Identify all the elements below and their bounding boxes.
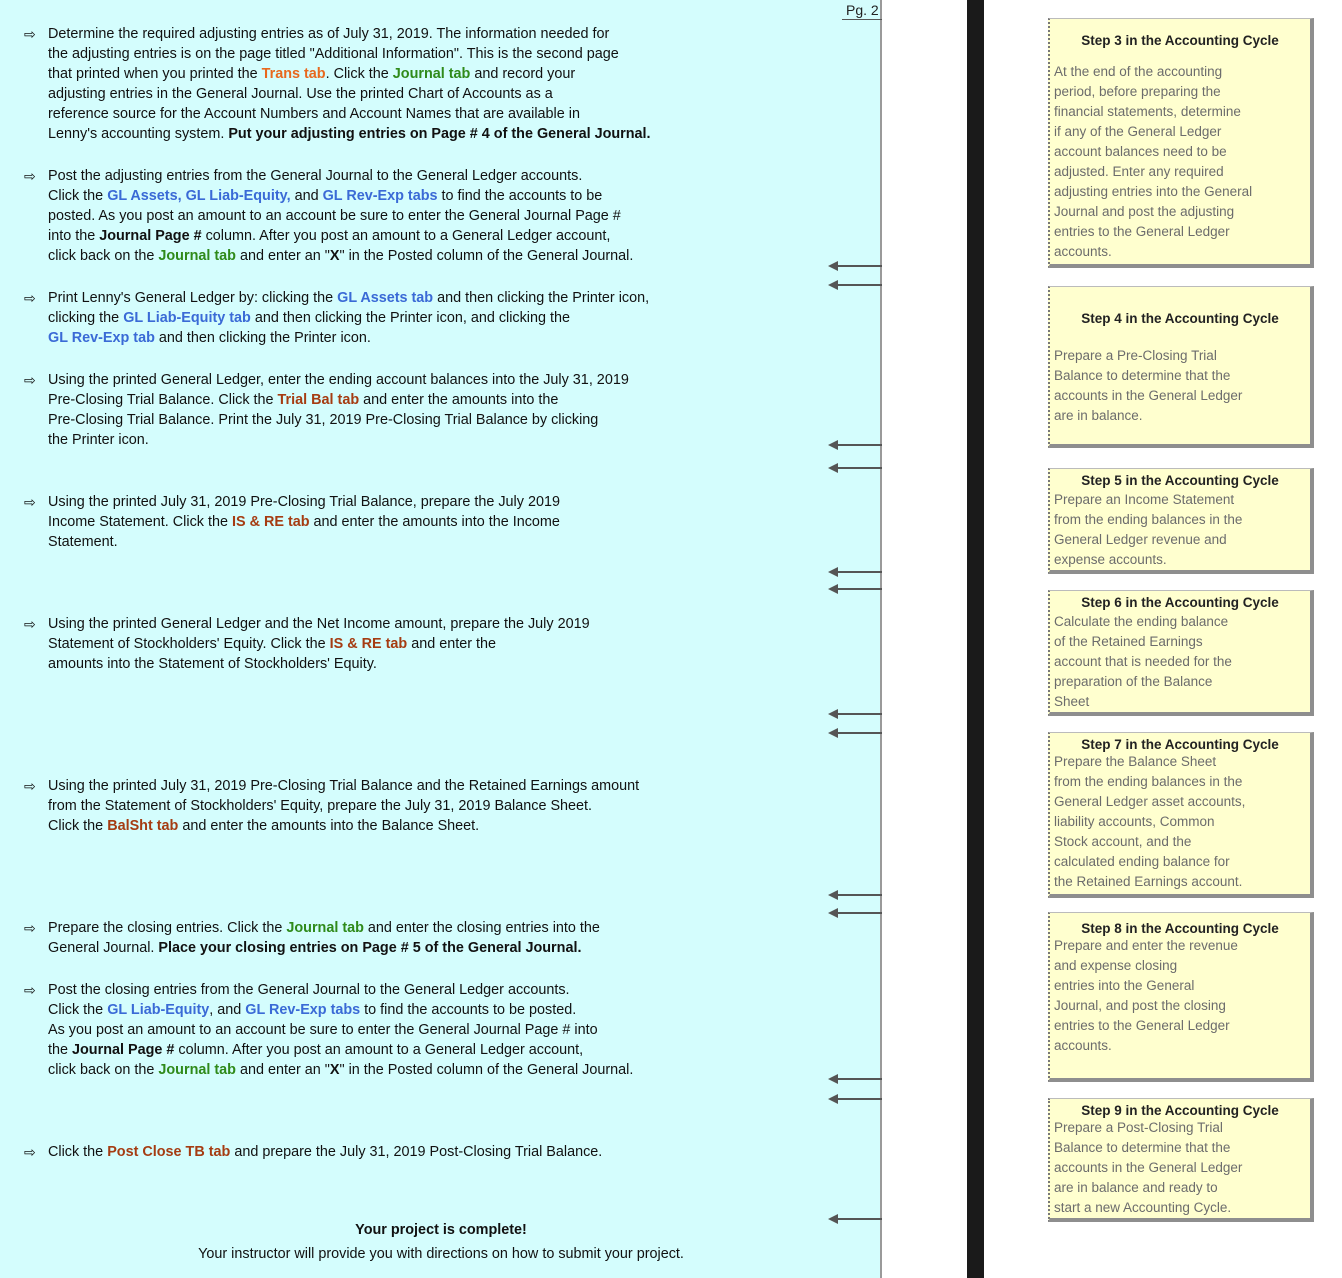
text-segment: column. After you post an amount to a General Ledger account,	[201, 228, 611, 244]
instruction-text	[48, 166, 704, 266]
instruction-line	[48, 226, 704, 246]
instruction-text	[48, 776, 704, 836]
tab-reference: Journal tab	[392, 66, 471, 82]
text-segment: Put your adjusting entries on Page # 4 of the General Journal.	[228, 126, 651, 142]
text-segment: Post the closing entries from the General Journal to the General Ledger accounts.	[48, 982, 570, 998]
text-segment: adjusting entries in the General Journal. Use the printed Chart of Accounts as a	[48, 86, 553, 102]
arrow-bullet-icon: ⇨	[24, 26, 36, 42]
step-9-box	[1048, 1098, 1314, 1222]
arrow-bullet-icon: ⇨	[24, 982, 36, 998]
instruction-line	[48, 776, 704, 796]
text-segment: " in the Posted column of the General Journal.	[339, 1062, 634, 1078]
instruction-line	[48, 492, 704, 512]
instruction-line	[48, 512, 704, 532]
text-segment: and enter the amounts into the Income	[309, 514, 560, 530]
instruction-line	[48, 24, 704, 44]
text-segment: and record your	[470, 66, 576, 82]
instruction-closing-entries	[24, 918, 704, 958]
connector-arrow-icon	[828, 567, 882, 577]
tab-reference: IS & RE tab	[329, 636, 408, 652]
instruction-line	[48, 186, 704, 206]
step-title: Step 3 in the Accounting Cycle	[1081, 33, 1279, 48]
instruction-text	[48, 288, 704, 348]
instruction-line	[48, 390, 704, 410]
instruction-text	[48, 492, 704, 552]
connector-arrow-icon	[828, 908, 882, 918]
text-segment: the	[48, 1042, 73, 1058]
text-segment: posted. As you post an amount to an account be sure to enter the General Journal Page #	[48, 208, 621, 224]
instruction-post-adjusting	[24, 166, 704, 266]
arrow-bullet-icon: ⇨	[24, 616, 36, 632]
step-4-box	[1048, 286, 1314, 448]
text-segment: X	[329, 248, 340, 264]
text-segment: and then clicking the Printer icon.	[154, 330, 371, 346]
text-segment: the Printer icon.	[48, 432, 149, 448]
step-title: Step 5 in the Accounting Cycle	[1081, 473, 1279, 488]
text-segment: Prepare the closing entries. Click the	[48, 920, 287, 936]
text-segment: " in the Posted column of the General Journal.	[339, 248, 634, 264]
text-segment: GL Assets, GL Liab-Equity,	[107, 188, 291, 204]
instruction-post-closing	[24, 980, 704, 1080]
text-segment: Click the	[48, 818, 108, 834]
instruction-line	[48, 654, 704, 674]
text-segment: and enter an "	[235, 248, 330, 264]
connector-arrow-icon	[828, 709, 882, 719]
text-segment: Using the printed July 31, 2019 Pre-Closing Trial Balance, prepare the July 2019	[48, 494, 560, 510]
instruction-line	[48, 634, 704, 654]
instruction-line	[48, 1020, 704, 1040]
instruction-text	[48, 24, 704, 144]
text-segment: into the	[48, 228, 100, 244]
text-segment: click back on the	[48, 1062, 159, 1078]
step-description: Prepare and enter the revenue and expense closing entries into the General Journal, and post the closing entries to the General Ledger accounts.	[1054, 938, 1238, 1053]
text-segment: , and	[209, 1002, 246, 1018]
instruction-line	[48, 84, 704, 104]
step-3-box	[1048, 18, 1314, 268]
text-segment: Post the adjusting entries from the General Journal to the General Ledger accounts.	[48, 168, 583, 184]
text-segment: X	[329, 1062, 340, 1078]
tab-reference: Trans tab	[261, 66, 326, 82]
text-segment: and	[290, 188, 323, 204]
arrow-bullet-icon: ⇨	[24, 920, 36, 936]
instruction-line	[48, 166, 704, 186]
text-segment: Pre-Closing Trial Balance. Print the July 31, 2019 Pre-Closing Trial Balance by clicking	[48, 412, 599, 428]
text-segment: GL Liab-Equity	[107, 1002, 210, 1018]
instruction-line	[48, 532, 704, 552]
tab-reference: IS & RE tab	[231, 514, 310, 530]
text-segment: Journal Page #	[99, 228, 202, 244]
instruction-print-ledger	[24, 288, 704, 348]
tab-reference: Journal tab	[286, 920, 364, 936]
text-segment: Click the	[48, 1002, 108, 1018]
tab-reference: GL Liab-Equity tab	[123, 310, 251, 326]
text-segment: Click the	[48, 1144, 108, 1160]
text-segment: Lenny's accounting system.	[48, 126, 229, 142]
step-5-box	[1048, 468, 1314, 574]
instruction-adjusting-entries	[24, 24, 704, 144]
arrow-bullet-icon: ⇨	[24, 168, 36, 184]
step-title: Step 9 in the Accounting Cycle	[1081, 1103, 1279, 1118]
instruction-line	[48, 246, 704, 266]
instruction-line	[48, 288, 704, 308]
tab-reference: GL Rev-Exp tabs	[245, 1002, 361, 1018]
step-title: Step 6 in the Accounting Cycle	[1081, 595, 1279, 610]
step-8-box	[1048, 912, 1314, 1082]
tab-reference: Trial Bal tab	[277, 392, 360, 408]
instruction-line	[48, 370, 704, 390]
text-segment: Click the	[48, 188, 108, 204]
instruction-line	[48, 104, 704, 124]
instruction-line	[48, 938, 704, 958]
instruction-stockholders-equity	[24, 614, 704, 674]
instruction-income-statement	[24, 492, 704, 552]
instruction-line	[48, 980, 704, 1000]
instruction-line	[48, 796, 704, 816]
tab-reference: BalSht tab	[107, 818, 179, 834]
step-description: Prepare a Pre-Closing Trial Balance to determine that the accounts in the General Ledger are in balance.	[1054, 348, 1243, 423]
text-segment: Statement.	[48, 534, 118, 550]
page-divider-bar	[967, 0, 984, 1278]
text-segment: and enter the amounts into the Balance Sheet.	[178, 818, 480, 834]
text-segment: Using the printed General Ledger and the Net Income amount, prepare the July 2019	[48, 616, 590, 632]
instruction-text	[48, 1142, 704, 1162]
text-segment: GL Assets	[337, 290, 408, 306]
text-segment: and then clicking the Printer icon,	[433, 290, 650, 306]
connector-arrow-icon	[828, 463, 882, 473]
text-segment: to find the accounts to be	[437, 188, 603, 204]
text-segment: Using the printed July 31, 2019 Pre-Closing Trial Balance and the Retained Earnings amount	[48, 778, 640, 794]
text-segment: Income Statement. Click the	[48, 514, 232, 530]
step-description: Prepare the Balance Sheet from the ending balances in the General Ledger asset accounts, liability accounts, Common Stock account, and the calculated ending balance for the Retained Earnings account.	[1054, 754, 1246, 889]
text-segment: from the Statement of Stockholders' Equity, prepare the July 31, 2019 Balance Sheet.	[48, 798, 593, 814]
text-segment: . Click the	[325, 66, 393, 82]
step-description: Calculate the ending balance of the Retained Earnings account that is needed for the preparation of the Balance Sheet	[1054, 614, 1232, 709]
instruction-post-closing-tb	[24, 1142, 704, 1162]
instruction-text	[48, 980, 704, 1080]
text-segment: and enter the amounts into the	[359, 392, 559, 408]
instruction-line	[48, 308, 704, 328]
instruction-line	[48, 124, 704, 144]
step-description: At the end of the accounting period, before preparing the financial statements, determine if any of the General Ledger account balances need to be adjusted. Enter any required adjusting entries into the General Journal and post the adjusting entries to the General Ledger accounts.	[1054, 64, 1253, 259]
instruction-balance-sheet	[24, 776, 704, 836]
tab-reference: Journal tab	[158, 248, 236, 264]
text-segment: General Journal.	[48, 940, 159, 956]
arrow-bullet-icon: ⇨	[24, 778, 36, 794]
text-segment: click back on the	[48, 248, 159, 264]
text-segment: Pre-Closing Trial Balance. Click the	[48, 392, 278, 408]
tab-reference: GL Rev-Exp tabs	[322, 188, 438, 204]
text-segment: Print Lenny's General Ledger by: clicking the	[48, 290, 338, 306]
instruction-line	[48, 1142, 704, 1162]
instruction-line	[48, 64, 704, 84]
text-segment: reference source for the Account Numbers and Account Names that are available in	[48, 106, 580, 122]
text-segment: Journal Page #	[72, 1042, 175, 1058]
page-number: Pg. 2	[846, 2, 879, 18]
text-segment: As you post an amount to an account be sure to enter the General Journal Page # into	[48, 1022, 598, 1038]
connector-arrow-icon	[828, 280, 882, 290]
connector-arrow-icon	[828, 584, 882, 594]
instruction-line	[48, 614, 704, 634]
text-segment: the adjusting entries is on the page titled "Additional Information". This is the second page	[48, 46, 619, 62]
text-segment: that printed when you printed the	[48, 66, 262, 82]
arrow-bullet-icon: ⇨	[24, 1144, 36, 1160]
tab-reference: Post Close TB tab	[107, 1144, 231, 1160]
step-7-box	[1048, 732, 1314, 898]
step-title: Step 8 in the Accounting Cycle	[1081, 921, 1279, 936]
instruction-line	[48, 44, 704, 64]
step-title: Step 4 in the Accounting Cycle	[1081, 311, 1279, 326]
text-segment: amounts into the Statement of Stockholders' Equity.	[48, 656, 377, 672]
instruction-line	[48, 206, 704, 226]
connector-arrow-icon	[828, 261, 882, 271]
text-segment: Using the printed General Ledger, enter the ending account balances into the July 31, 2019	[48, 372, 629, 388]
completion-title: Your project is complete!	[355, 1222, 527, 1238]
text-segment: and enter an "	[235, 1062, 330, 1078]
text-segment: Statement of Stockholders' Equity. Click the	[48, 636, 330, 652]
tab-reference: tab	[411, 290, 434, 306]
text-segment: and prepare the July 31, 2019 Post-Closing Trial Balance.	[230, 1144, 603, 1160]
text-segment: and enter the	[407, 636, 497, 652]
arrow-bullet-icon: ⇨	[24, 290, 36, 306]
connector-arrow-icon	[828, 890, 882, 900]
step-description: Prepare a Post-Closing Trial Balance to determine that the accounts in the General Ledger are in balance and ready to start a new Accounting Cycle.	[1054, 1120, 1243, 1215]
step-description: Prepare an Income Statement from the ending balances in the General Ledger revenue and expense accounts.	[1054, 492, 1243, 567]
instruction-pre-closing-tb	[24, 370, 704, 450]
completion-subtitle: Your instructor will provide you with directions on how to submit your project.	[198, 1246, 684, 1262]
tab-reference: GL Rev-Exp tab	[48, 330, 155, 346]
step-title: Step 7 in the Accounting Cycle	[1081, 737, 1279, 752]
connector-arrow-icon	[828, 1094, 882, 1104]
arrow-bullet-icon: ⇨	[24, 372, 36, 388]
text-segment: to find the accounts to be posted.	[360, 1002, 577, 1018]
instruction-text	[48, 918, 704, 958]
text-segment: and then clicking the Printer icon, and clicking the	[250, 310, 571, 326]
step-6-box	[1048, 590, 1314, 716]
instruction-line	[48, 410, 704, 430]
instruction-text	[48, 614, 704, 674]
connector-arrow-icon	[828, 1214, 882, 1224]
instruction-line	[48, 328, 704, 348]
connector-arrow-icon	[828, 440, 882, 450]
text-segment: clicking the	[48, 310, 124, 326]
arrow-bullet-icon: ⇨	[24, 494, 36, 510]
text-segment: Determine the required adjusting entries as of July 31, 2019. The information needed for	[48, 26, 610, 42]
connector-arrow-icon	[828, 728, 882, 738]
text-segment: and enter the closing entries into the	[363, 920, 600, 936]
text-segment: column. After you post an amount to a General Ledger account,	[174, 1042, 584, 1058]
instruction-line	[48, 1000, 704, 1020]
text-segment: Place your closing entries on Page # 5 of the General Journal.	[158, 940, 582, 956]
instruction-line	[48, 816, 704, 836]
instruction-line	[48, 1040, 704, 1060]
page-number-divider	[842, 19, 882, 20]
instruction-line	[48, 918, 704, 938]
instruction-line	[48, 1060, 704, 1080]
instruction-line	[48, 430, 704, 450]
connector-arrow-icon	[828, 1074, 882, 1084]
tab-reference: Journal tab	[158, 1062, 236, 1078]
instruction-text	[48, 370, 704, 450]
